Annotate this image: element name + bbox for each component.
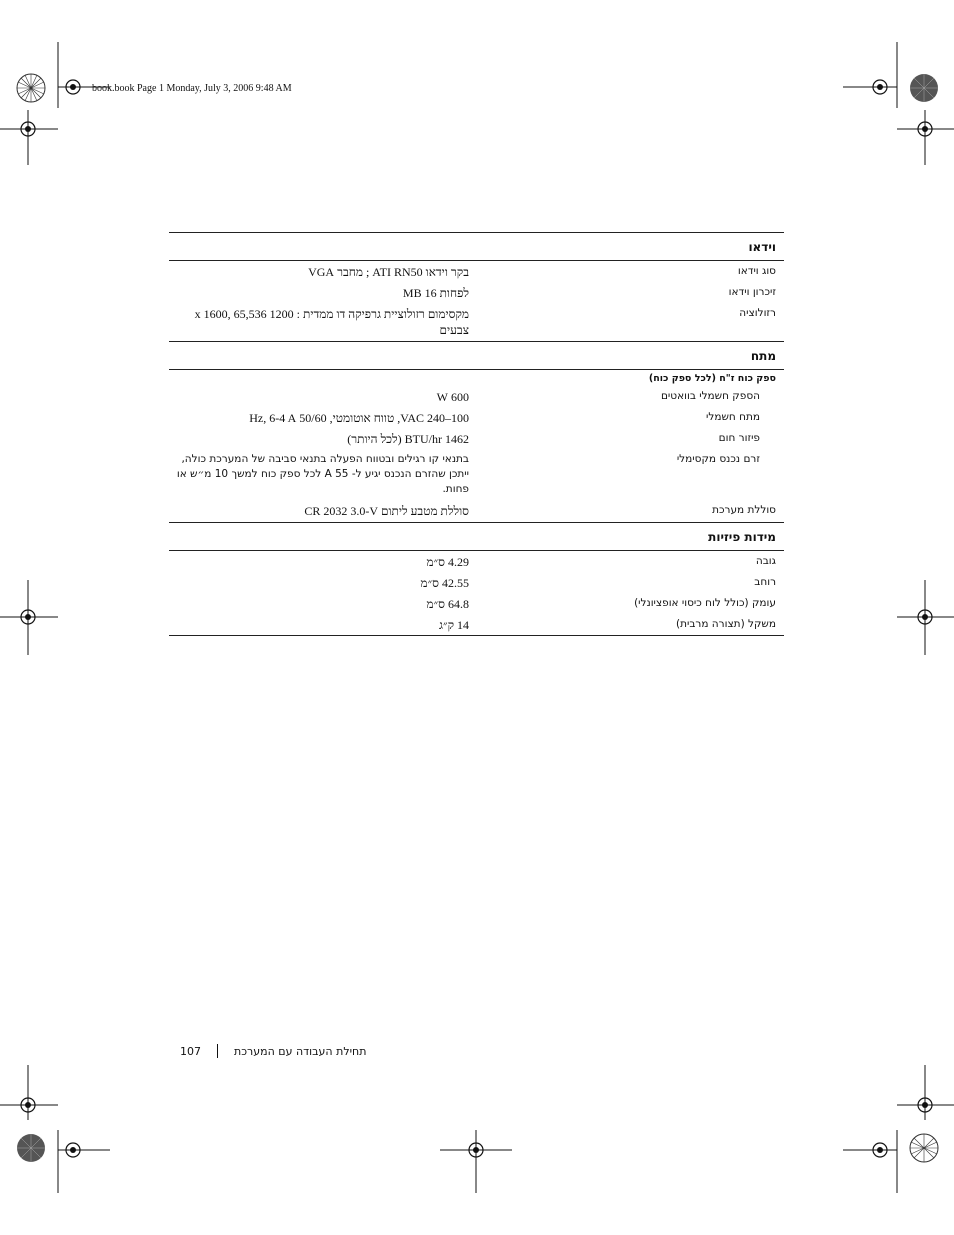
table-row bbox=[169, 572, 784, 593]
section-rule bbox=[169, 635, 784, 636]
row-value: בקר וידאו ATI RN50 ; מחבר VGA bbox=[308, 265, 469, 279]
row-label: פיזור חום bbox=[718, 432, 760, 444]
table-row bbox=[169, 593, 784, 614]
page-number: 107 bbox=[180, 1044, 201, 1058]
row-label: רוחב bbox=[754, 576, 776, 588]
row-label: סוג וידאו bbox=[737, 265, 776, 277]
print-header-info: book.book Page 1 Monday, July 3, 2006 9:48 AM bbox=[92, 83, 292, 94]
section-title-dimensions: מידות פיזיות bbox=[708, 530, 776, 544]
footer-divider bbox=[217, 1044, 218, 1058]
row-label: זרם נכנס מקסימלי bbox=[676, 453, 760, 465]
row-value: 600 W bbox=[436, 390, 469, 404]
row-value: 1462 BTU/hr (לכל היותר) bbox=[347, 432, 469, 446]
table-row bbox=[169, 449, 784, 500]
row-value: בתנאי קו רגילים ובטווח הפעלה בתנאי סביבה של המערכת כולה, ייתכן שהזרם הנכנס יגיע ל- 55 A לכל ספק כוח למשך 10 מ״ש או פחות. bbox=[176, 453, 469, 495]
row-value: סוללת מטבע ליתום CR 2032 3.0-V bbox=[304, 504, 469, 518]
row-value: 42.55 ס״מ bbox=[420, 576, 469, 590]
section-title-video: וידאו bbox=[748, 240, 776, 254]
row-label: גובה bbox=[755, 555, 776, 567]
table-row bbox=[169, 407, 784, 428]
table-row bbox=[169, 500, 784, 522]
row-label: סוללת מערכת bbox=[712, 504, 776, 516]
table-row bbox=[169, 386, 784, 407]
row-value: 100–240 VAC, טווח אוטומטי, 50/60 Hz, 6-4 A bbox=[249, 411, 469, 425]
row-label: זיכרון וידאו bbox=[728, 286, 776, 298]
row-value: 4.29 ס״מ bbox=[426, 555, 469, 569]
row-value: 14 ק״ג bbox=[439, 618, 469, 632]
spec-table bbox=[169, 232, 784, 636]
table-row bbox=[169, 282, 784, 303]
page-footer bbox=[180, 1044, 366, 1058]
row-label: הספק חשמלי בוואטים bbox=[660, 390, 760, 402]
table-row bbox=[169, 303, 784, 341]
row-value: מקסימום רזולוציית גרפיקה דו ממדית : 1200 x 1600, 65,536 צבעים bbox=[194, 307, 469, 337]
table-row bbox=[169, 551, 784, 572]
row-label: משקל (תצורה מרבית) bbox=[675, 618, 776, 630]
table-row bbox=[169, 614, 784, 635]
subsection-title-power-supply: ספק כוח ז"ח (לכל ספק כוח) bbox=[648, 373, 776, 384]
section-title-power: מתח bbox=[750, 349, 776, 363]
row-value: 64.8 ס״מ bbox=[426, 597, 469, 611]
table-row bbox=[169, 261, 784, 282]
chapter-title: תחילת העבודה עם המערכת bbox=[234, 1044, 367, 1058]
row-label: רזולוציה bbox=[739, 307, 776, 319]
row-label: מתח חשמלי bbox=[706, 411, 760, 423]
table-row bbox=[169, 428, 784, 449]
row-label: עומק (כולל לוח כיסוי אופציונלי) bbox=[634, 597, 776, 609]
row-value: לפחות 16 MB bbox=[402, 286, 469, 300]
